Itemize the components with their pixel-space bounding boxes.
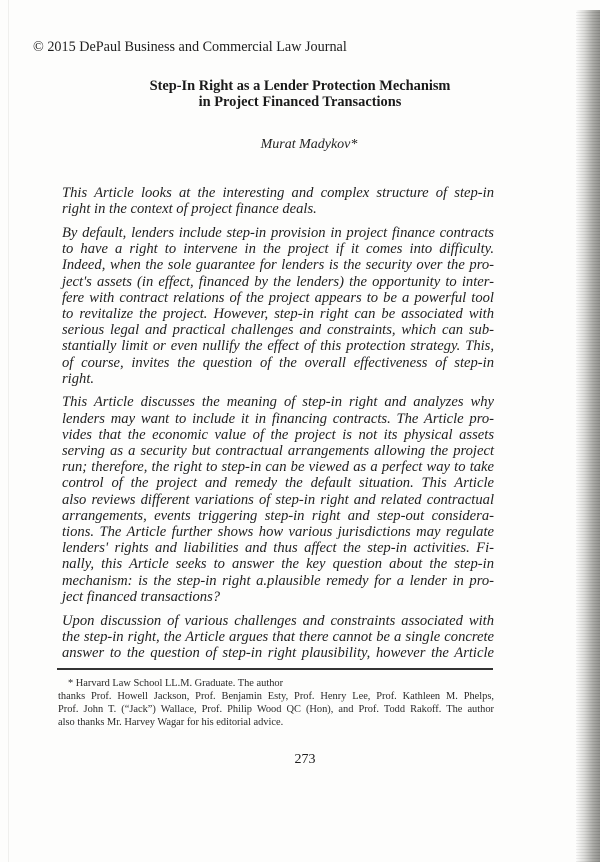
footnote-line: also thanks Mr. Harvey Wagar for his editorial advice.	[58, 717, 284, 729]
text-line: lenders' rights and liabilities and thus affect the step-in activities. Fi-	[62, 540, 494, 557]
title-line: Step-In Right as a Lender Protection Mechanism	[149, 78, 451, 94]
footnote-line: Prof. John T. (“Jack”) Wallace, Prof. Philip Wood QC (Hon), and Prof. Todd Rakoff. The author	[58, 704, 494, 716]
text-line: stantially limit or even nullify the effect of this protection strategy. This,	[62, 338, 494, 355]
text-line: Indeed, when the sole guarantee for lenders is the security over the pro-	[62, 257, 494, 274]
article-title	[0, 78, 600, 110]
text-line: lenders may want to include it in financing contracts. The Article pro-	[62, 410, 494, 427]
author-name: Murat Madykov*	[260, 137, 358, 152]
text-line: tions. The Article further shows how various jurisdictions may regulate	[62, 524, 494, 541]
text-line: serving as a security but contractual arrangements allowing the project	[62, 443, 494, 460]
text-line: Upon discussion of various challenges and constraints associated with	[62, 612, 494, 629]
text-line: nally, this Article seeks to answer the key question about the step-in	[62, 556, 494, 573]
title-line: in Project Financed Transactions	[198, 94, 402, 110]
text-line: to have a right to intervene in the project if it comes into difficulty.	[62, 241, 494, 258]
page-number: 273	[294, 752, 316, 767]
text-line: right in the context of project finance deals.	[62, 201, 317, 218]
abstract-paragraph	[62, 225, 494, 387]
footnote-line: thanks Prof. Howell Jackson, Prof. Benjamin Esty, Prof. Henry Lee, Prof. Kathleen M. Phelps,	[58, 691, 494, 703]
text-line: mechanism: is the step-in right a.plausible remedy for a lender in pro-	[62, 572, 494, 589]
abstract-paragraph	[62, 613, 494, 662]
text-line: fere with contract relations of the project appears to be a powerful tool	[62, 289, 494, 306]
abstract-paragraph	[62, 394, 494, 605]
text-line: ject financed transactions?	[62, 588, 221, 605]
page-edge	[8, 0, 9, 862]
text-line: serious legal and practical challenges and constraints, which can sub-	[62, 322, 494, 339]
text-line: of course, invites the question of the overall effectiveness of step-in	[62, 354, 494, 371]
text-line: to revitalize the project. However, step-in right can be associated with	[62, 305, 494, 322]
footnote	[58, 677, 494, 729]
text-line: control of the project and remedy the default situation. This Article	[62, 475, 494, 492]
text-line: ject's assets (in effect, financed by the lenders) the opportunity to inter-	[62, 273, 494, 290]
text-line: This Article looks at the interesting and complex structure of step-in	[62, 185, 494, 201]
abstract-paragraph	[62, 185, 494, 217]
text-line: also reviews different variations of step-in right and related contractual	[62, 491, 494, 508]
footnote-line: * Harvard Law School LL.M. Graduate. The author	[68, 678, 284, 689]
text-line: answer to the question of step-in right plausibility, however the Article	[62, 644, 494, 661]
text-line: This Article discusses the meaning of step-in right and analyzes why	[62, 394, 494, 411]
text-line: By default, lenders include step-in provision in project finance contracts	[62, 224, 494, 241]
abstract	[62, 185, 494, 669]
text-line: arrangements, events triggering step-in right and step-out considera-	[62, 507, 494, 524]
text-line: run; therefore, the right to step-in can be viewed as a perfect way to take	[62, 459, 494, 476]
text-line: vides that the economic value of the project is not its physical assets	[62, 426, 494, 443]
text-line: the step-in right, the Article argues that there cannot be a single concrete	[62, 628, 494, 645]
text-line: right.	[62, 370, 95, 387]
journal-copyright: © 2015 DePaul Business and Commercial Law Journal	[33, 39, 347, 55]
footnote-divider	[57, 668, 493, 670]
